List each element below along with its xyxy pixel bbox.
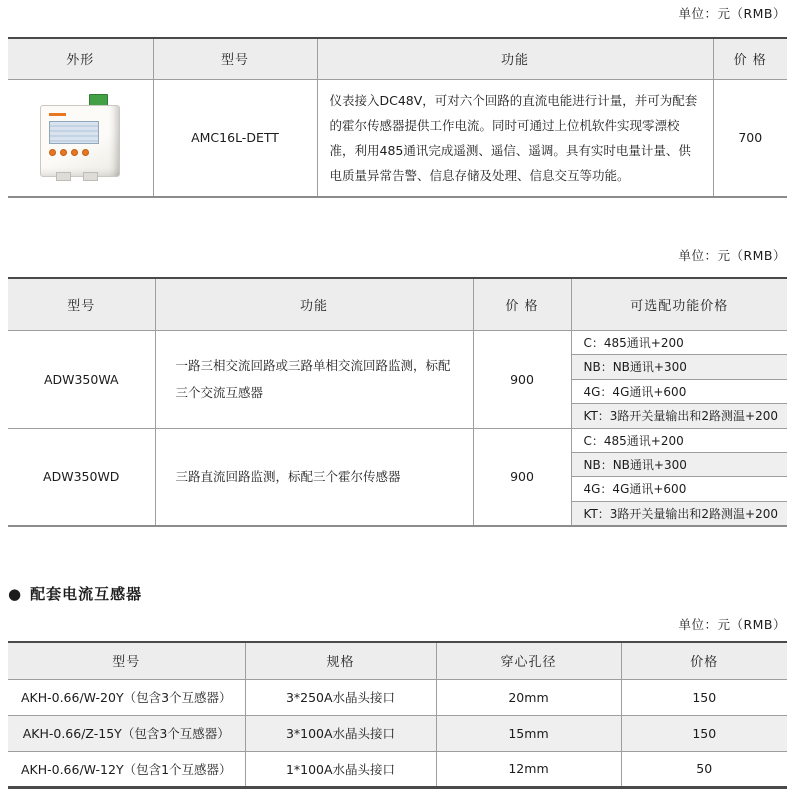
model-cell: ADW350WA xyxy=(8,330,155,428)
table2-header-options: 可选配功能价格 xyxy=(571,278,787,330)
table1-header-model: 型号 xyxy=(153,38,317,79)
options-list xyxy=(572,331,788,428)
function-cell: 仪表接入DC48V，可对六个回路的直流电能进行计量，并可为配套的霍尔传感器提供工作电流。同时可通过上位机软件实现零漂校准，利用485通讯完成遥测、遥信、遥调。具有实时电量计量、供电质量异常告警、信息存储及处理、信息交互等功能。 xyxy=(317,79,713,197)
table2-header-price: 价 格 xyxy=(473,278,571,330)
transformer-pricing-table xyxy=(8,641,787,789)
model-cell: ADW350WD xyxy=(8,428,155,526)
table1-header-appearance: 外形 xyxy=(8,38,153,79)
spec-cell: 3*100A水晶头接口 xyxy=(245,715,436,751)
meter-button-icon xyxy=(60,149,67,156)
price-cell: 50 xyxy=(696,761,713,776)
table2-header-row xyxy=(8,278,787,330)
model-cell: AKH-0.66/W-20Y（包含3个互感器） xyxy=(8,679,245,715)
product-photo-amc16l-dett xyxy=(32,92,128,184)
spec-cell: 3*250A水晶头接口 xyxy=(245,679,436,715)
price-cell: 150 xyxy=(621,715,787,751)
option-item: 4G：4G通讯+600 xyxy=(572,476,788,500)
option-item: C：485通讯+200 xyxy=(583,433,684,448)
table3-row-w20y xyxy=(8,679,787,715)
meter-pricing-table xyxy=(8,37,787,198)
function-cell: 三路直流回路监测，标配三个霍尔传感器 xyxy=(155,428,473,526)
table1-header-function: 功能 xyxy=(317,38,713,79)
price-cell: 900 xyxy=(473,330,571,428)
table3-header-bore: 穿心孔径 xyxy=(436,642,621,679)
price-cell: 900 xyxy=(473,428,571,526)
table3-header-price: 价格 xyxy=(621,642,787,679)
bore-cell: 12mm xyxy=(436,751,621,787)
model-cell: AKH-0.66/Z-15Y（包含3个互感器） xyxy=(8,715,245,751)
meter-buttons xyxy=(49,149,89,156)
function-cell: 一路三相交流回路或三路单相交流回路监测，标配三个交流互感器 xyxy=(155,330,473,428)
unit-label-bottom: 单位：元（RMB） xyxy=(678,617,786,632)
option-item: KT：3路开关量输出和2路测温+200 xyxy=(572,403,788,428)
bullet-icon: ● xyxy=(8,584,23,603)
product-photo-cell xyxy=(8,79,153,197)
meter-button-icon xyxy=(82,149,89,156)
table3-header-row xyxy=(8,642,787,679)
table1-header-row xyxy=(8,38,787,79)
table1-product-row xyxy=(8,79,787,197)
option-item: KT：3路开关量输出和2路测温+200 xyxy=(572,501,788,525)
section-heading xyxy=(8,583,142,604)
table2-row-adw350wa xyxy=(8,330,787,428)
monitor-pricing-table xyxy=(8,277,787,527)
table3-header-model: 型号 xyxy=(8,642,245,679)
meter-body xyxy=(40,105,120,177)
model-cell: AMC16L-DETT xyxy=(153,79,317,197)
price-cell: 150 xyxy=(621,679,787,715)
table2-row-adw350wd xyxy=(8,428,787,526)
unit-label-top: 单位：元（RMB） xyxy=(678,6,786,21)
model-cell: AKH-0.66/W-12Y（包含1个互感器） xyxy=(8,751,245,787)
bottom-terminal xyxy=(56,172,71,181)
price-cell: 700 xyxy=(738,130,763,145)
table3-row-z15y xyxy=(8,715,787,751)
brand-stripe xyxy=(49,113,66,116)
options-list xyxy=(572,429,788,526)
lcd-screen xyxy=(49,121,99,144)
section-title: 配套电流互感器 xyxy=(30,585,143,603)
bore-cell: 20mm xyxy=(436,679,621,715)
unit-label-middle: 单位：元（RMB） xyxy=(678,248,786,263)
bore-cell: 15mm xyxy=(436,715,621,751)
table3-header-spec: 规格 xyxy=(245,642,436,679)
table2-header-function: 功能 xyxy=(155,278,473,330)
option-item: C：485通讯+200 xyxy=(583,335,684,350)
options-cell xyxy=(571,428,787,526)
option-item: NB：NB通讯+300 xyxy=(572,452,788,476)
spec-cell: 1*100A水晶头接口 xyxy=(245,751,436,787)
option-item: NB：NB通讯+300 xyxy=(572,354,788,379)
option-item: 4G：4G通讯+600 xyxy=(572,379,788,404)
table1-header-price: 价 格 xyxy=(713,38,787,79)
bottom-terminal xyxy=(83,172,98,181)
table2-header-model: 型号 xyxy=(8,278,155,330)
options-cell xyxy=(571,330,787,428)
meter-button-icon xyxy=(49,149,56,156)
table3-row-w12y xyxy=(8,751,787,787)
meter-button-icon xyxy=(71,149,78,156)
